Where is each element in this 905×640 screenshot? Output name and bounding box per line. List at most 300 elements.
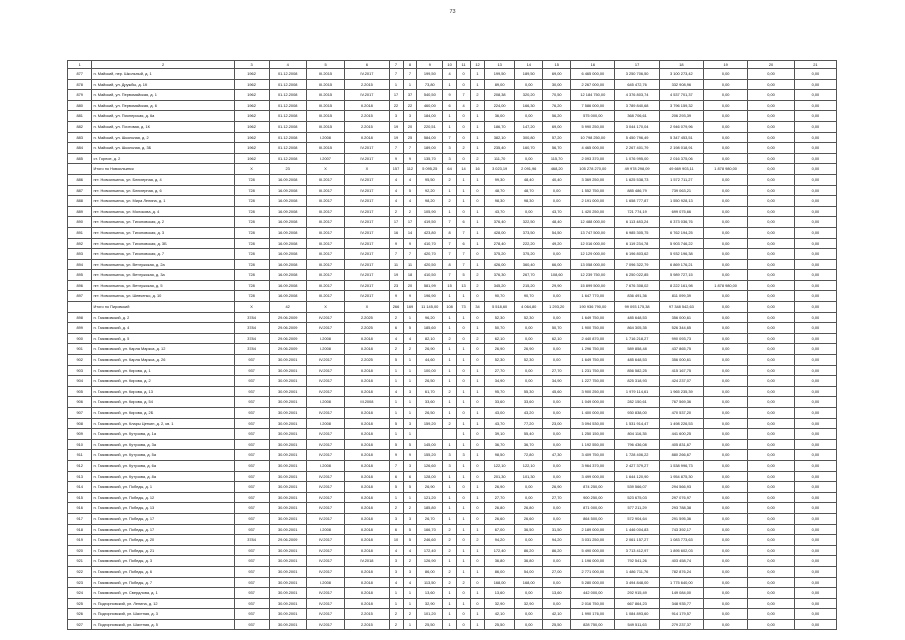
table-cell: 0,00 (703, 460, 747, 471)
table-cell: 1 550 928,13 (659, 196, 703, 207)
table-cell: 112 (403, 164, 417, 175)
table-cell: II.2018 (345, 492, 389, 503)
column-header: 12 (471, 61, 485, 69)
table-cell: 12 016 000,00 (571, 238, 615, 249)
table-cell: 1 (443, 598, 457, 609)
table-cell: 0,00 (748, 545, 795, 556)
table-cell: 1 (471, 206, 485, 217)
table-cell: 523 675,03 (615, 492, 659, 503)
table-cell: 0,00 (748, 376, 795, 387)
table-cell: 0,00 (794, 397, 836, 408)
table-row (68, 249, 837, 260)
table-cell: 1 (443, 121, 457, 132)
table-cell: 2 (471, 535, 485, 546)
column-header: 14 (515, 61, 543, 69)
table-cell: 1 (443, 513, 457, 524)
table-cell: 728 (234, 280, 269, 291)
table-cell: 0,00 (794, 227, 836, 238)
address-cell: пгт. Новоильинск, ул. Блюхерная, д. 4 (92, 174, 234, 185)
table-cell: 4 (389, 577, 403, 588)
table-cell: 589 858,48 (615, 344, 659, 355)
address-cell: пгт. Новоильинск, ул. Тихоновская, д. 7 (92, 249, 234, 260)
table-cell: 1 954 875,30 (659, 471, 703, 482)
address-cell: п. Газимовский, ул. Победы, д. 17 (92, 524, 234, 535)
table-cell: 224,00 (485, 100, 515, 111)
table-cell: 0,00 (703, 132, 747, 143)
table-cell: 73 (457, 302, 471, 313)
table-cell: 267,70 (515, 270, 543, 281)
table-cell: III.2015 (306, 90, 344, 101)
table-cell (443, 429, 457, 440)
table-cell: 864 500,00 (571, 513, 615, 524)
row-number-cell: 902 (68, 355, 92, 366)
table-cell: IV.2017 (306, 408, 344, 419)
table-cell: 1 084 893,60 (615, 609, 659, 620)
table-cell: 5 (403, 535, 417, 546)
table-cell: 1 (443, 439, 457, 450)
table-cell: 2 (443, 535, 457, 546)
table-cell: 3 (389, 513, 403, 524)
table-cell: 0,00 (748, 174, 795, 185)
table-cell: 1 895 602,03 (659, 545, 703, 556)
table-cell: 356 000,61 (659, 312, 703, 323)
table-cell: I.2008 (306, 397, 344, 408)
table-cell: 30.09.2001 (269, 365, 306, 376)
table-cell: 0,00 (794, 206, 836, 217)
table-row (68, 132, 837, 143)
table-cell: 415 167,75 (659, 365, 703, 376)
address-cell: п. Газимовский, ул. Кутузова, д. 6а (92, 460, 234, 471)
table-cell: 1 531 914,47 (615, 418, 659, 429)
column-header: 18 (659, 61, 703, 69)
table-cell: 0 (471, 598, 485, 609)
table-cell: II.2018 (345, 100, 389, 111)
table-cell: 30.09.2001 (269, 556, 306, 567)
table-cell: 0 (457, 492, 471, 503)
address-cell: п. Газимовский, д. 5 (92, 333, 234, 344)
table-cell: 0 (471, 185, 485, 196)
table-cell: 0,00 (794, 312, 836, 323)
table-cell: 29.06.2009 (269, 344, 306, 355)
table-cell: 50,70 (543, 323, 571, 334)
table-cell: 743 392,17 (659, 524, 703, 535)
table-cell: IV.2017 (345, 270, 389, 281)
address-cell: п. Газимовский, д. 4 (92, 323, 234, 334)
table-cell: 2 (443, 386, 457, 397)
table-cell: 5 932 196,38 (659, 249, 703, 260)
table-cell: 1 (443, 492, 457, 503)
table-cell: 29.06.2009 (269, 323, 306, 334)
table-cell: 0,00 (748, 619, 795, 630)
table-cell: 1962 (234, 143, 269, 154)
table-cell: 937 (234, 386, 269, 397)
table-cell: 420,70 (417, 249, 443, 260)
table-cell: 291 595,36 (659, 513, 703, 524)
table-cell: 30.09.2001 (269, 598, 306, 609)
table-cell: 166,70 (417, 524, 443, 535)
table-cell: 1 (457, 344, 471, 355)
table-cell: 9 (403, 153, 417, 164)
table-cell: 914 179,57 (659, 609, 703, 620)
table-cell: 368 706,61 (615, 111, 659, 122)
address-cell: п. Газимовский, ул. Кутузова, д. 5а (92, 450, 234, 461)
table-cell: 99,30 (485, 174, 515, 185)
table-cell: 1 (443, 365, 457, 376)
row-number-cell: 912 (68, 460, 92, 471)
table-row (68, 121, 837, 132)
table-cell: 0,00 (703, 598, 747, 609)
table-cell: 1 (389, 397, 403, 408)
table-cell: 937 (234, 397, 269, 408)
table-cell: 2 (471, 90, 485, 101)
table-cell: 728 (234, 291, 269, 302)
table-cell: 2 (471, 280, 485, 291)
table-cell: 1 (389, 376, 403, 387)
table-row (68, 545, 837, 556)
table-cell: 804 116,35 (615, 429, 659, 440)
table-cell: 937 (234, 429, 269, 440)
table-cell: 246,60 (417, 535, 443, 546)
table-cell: 0,00 (748, 185, 795, 196)
table-cell: II.2018 (345, 429, 389, 440)
table-cell: 937 (234, 460, 269, 471)
table-row (68, 79, 837, 90)
row-number-cell: 890 (68, 217, 92, 228)
table-cell: 86,00 (417, 566, 443, 577)
table-cell: 33,60 (515, 397, 543, 408)
table-cell: 1 878 980,00 (703, 164, 747, 175)
table-cell: 1 (471, 588, 485, 599)
table-cell: 16 (471, 164, 485, 175)
table-cell: 0,00 (748, 206, 795, 217)
table-cell: 1 (443, 111, 457, 122)
table-cell: 34,90 (485, 376, 515, 387)
table-cell: 43,20 (515, 408, 543, 419)
address-cell: п. Газимовский, ул. Свердлова, д. 1 (92, 588, 234, 599)
subtotal-row (68, 302, 837, 313)
table-cell: 937 (234, 513, 269, 524)
table-cell: 0 (457, 535, 471, 546)
table-cell: 293 788,38 (659, 503, 703, 514)
table-cell: 2 (443, 566, 457, 577)
table-cell: 149 084,00 (659, 588, 703, 599)
table-cell: 728 (234, 259, 269, 270)
table-row (68, 206, 837, 217)
table-cell: 25,50 (543, 619, 571, 630)
table-cell: 1 227 750,00 (571, 376, 615, 387)
table-cell: 31,50 (543, 524, 571, 535)
row-number-cell: 892 (68, 238, 92, 249)
table-cell: 4 (403, 196, 417, 207)
table-cell: 0,00 (748, 397, 795, 408)
table-cell: IV.2017 (345, 259, 389, 270)
table-cell: 864 305,35 (615, 323, 659, 334)
table-cell: 5 (403, 185, 417, 196)
table-cell: 2 (471, 270, 485, 281)
row-number-cell: 916 (68, 503, 92, 514)
row-number-cell (68, 302, 92, 313)
table-cell: 0,00 (703, 344, 747, 355)
table-cell: I.2008 (306, 344, 344, 355)
table-cell: 0,00 (543, 429, 571, 440)
table-cell: 0,00 (794, 460, 836, 471)
table-cell: 1 (471, 376, 485, 387)
table-cell: 30.09.2001 (269, 355, 306, 366)
table-cell: 16.09.2008 (269, 270, 306, 281)
table-cell: 100,00 (417, 365, 443, 376)
table-row (68, 460, 837, 471)
table-cell: 0,00 (794, 577, 836, 588)
table-cell: 19 (389, 270, 403, 281)
table-cell: 2.2015 (345, 79, 389, 90)
table-cell: 126,90 (417, 556, 443, 567)
table-cell: 30.09.2001 (269, 588, 306, 599)
table-cell: 426,00 (485, 259, 515, 270)
table-cell: 36,80 (515, 556, 543, 567)
table-cell: 0,00 (703, 492, 747, 503)
table-cell: 0,00 (794, 323, 836, 334)
table-cell: 0,00 (703, 439, 747, 450)
table-cell: 0,00 (794, 196, 836, 207)
table-cell: 1 293,20 (543, 302, 571, 313)
table-cell: 0,00 (794, 355, 836, 366)
table-cell: 30.09.2001 (269, 492, 306, 503)
table-row (68, 471, 837, 482)
table-cell: 0,00 (515, 79, 543, 90)
row-number-cell: 922 (68, 566, 92, 577)
table-cell: 36,70 (515, 439, 543, 450)
column-header: 1 (68, 61, 92, 69)
table-cell: III.2008 (345, 397, 389, 408)
table-cell: 184,00 (417, 111, 443, 122)
table-cell: 30.09.2001 (269, 577, 306, 588)
table-cell: II.2018 (345, 450, 389, 461)
table-cell: 90,70 (485, 291, 515, 302)
table-cell: 3 044 170,04 (615, 121, 659, 132)
table-cell: 25,50 (417, 619, 443, 630)
table-cell: 43,70 (485, 418, 515, 429)
table-cell: 3 494 848,00 (615, 577, 659, 588)
table-cell: 0,00 (748, 439, 795, 450)
table-cell: 52,30 (515, 312, 543, 323)
table-cell: 30.09.2001 (269, 418, 306, 429)
table-cell: 1 (457, 429, 471, 440)
row-number-cell: 906 (68, 397, 92, 408)
table-cell: 0,00 (703, 386, 747, 397)
table-cell: IV.2017 (345, 196, 389, 207)
table-cell: 320,20 (515, 90, 543, 101)
table-cell: 4 064,80 (515, 302, 543, 313)
table-cell: 0,00 (703, 302, 747, 313)
table-cell: 18 (403, 270, 417, 281)
table-cell: 0,00 (748, 333, 795, 344)
table-cell: 201,30 (485, 471, 515, 482)
table-cell: 0,00 (543, 439, 571, 450)
table-cell: 4 (443, 69, 457, 80)
table-row (68, 492, 837, 503)
table-cell: 185,60 (417, 323, 443, 334)
table-cell: 1 (457, 556, 471, 567)
table-cell: 375,20 (515, 249, 543, 260)
subtotal-row (68, 164, 837, 175)
table-cell: 2 (457, 577, 471, 588)
table-cell: IV.2017 (306, 376, 344, 387)
table-cell: 30.09.2001 (269, 609, 306, 620)
table-row (68, 143, 837, 154)
table-cell: 13,60 (485, 588, 515, 599)
table-cell: 26,80 (515, 503, 543, 514)
table-row (68, 344, 837, 355)
table-cell: 62,10 (543, 333, 571, 344)
column-header: 3 (234, 61, 269, 69)
row-number-cell: 915 (68, 492, 92, 503)
table-cell: 0,00 (748, 609, 795, 620)
table-cell: 4 465 000,00 (571, 143, 615, 154)
table-cell: 19 (389, 121, 403, 132)
table-cell: 811 099,39 (659, 291, 703, 302)
table-cell: 0,00 (703, 577, 747, 588)
table-cell: 1 (457, 418, 471, 429)
table-cell: 0,00 (794, 270, 836, 281)
table-cell: Х (234, 164, 269, 175)
address-cell: п. Газимовский, ул. Кирова, д. 54 (92, 397, 234, 408)
table-cell: 0 (471, 439, 485, 450)
table-cell: 1 (471, 143, 485, 154)
table-cell: 215,20 (515, 280, 543, 291)
table-cell: 0,00 (748, 535, 795, 546)
table-cell: 01.12.2008 (269, 100, 306, 111)
row-number-cell: 926 (68, 609, 92, 620)
table-cell: 2 267 401,79 (615, 143, 659, 154)
table-cell: 1 625 538,73 (615, 174, 659, 185)
column-header: 11 (457, 61, 471, 69)
row-number-cell: 914 (68, 482, 92, 493)
table-cell: 23,00 (543, 418, 571, 429)
table-cell: 55,40 (515, 429, 543, 440)
table-cell: II.2018 (345, 386, 389, 397)
table-cell: 937 (234, 609, 269, 620)
table-body (68, 69, 837, 630)
row-number-cell: 925 (68, 598, 92, 609)
table-cell: 1 446 004,83 (615, 524, 659, 535)
table-cell: 1 (403, 429, 417, 440)
table-cell: 0,00 (515, 535, 543, 546)
table-cell: 937 (234, 588, 269, 599)
table-cell: IV.2017 (306, 471, 344, 482)
table-cell: 196,90 (417, 291, 443, 302)
address-cell: п. Газимовский, ул. Кутузова, д. 1а (92, 429, 234, 440)
row-number-cell: 898 (68, 312, 92, 323)
table-cell: 12 239 750,00 (571, 270, 615, 281)
address-cell: п. Газимовский, ул. Победы, д. 3 (92, 556, 234, 567)
address-cell: пгт. Новоильинск, ул. Шевченко, д. 10 (92, 291, 234, 302)
table-cell: 828 750,00 (571, 619, 615, 630)
table-cell: 0,00 (703, 397, 747, 408)
table-cell: 0,00 (748, 280, 795, 291)
table-cell: 29.06.2009 (269, 312, 306, 323)
table-cell: 2 (403, 556, 417, 567)
address-cell: п. Газимовский, ул. Кирова, д. 2 (92, 376, 234, 387)
table-cell: 2 (403, 503, 417, 514)
table-cell: 297 076,97 (659, 492, 703, 503)
table-cell: 0,00 (703, 376, 747, 387)
table-cell: 266 (389, 302, 403, 313)
table-cell: 7 (443, 132, 457, 143)
table-cell: 0,00 (748, 524, 795, 535)
table-cell: III.2015 (306, 121, 344, 132)
table-cell: 1 (457, 460, 471, 471)
address-cell: п. Подгорновский, ул. Ленина, д. 12 (92, 598, 234, 609)
table-cell: 0,00 (703, 111, 747, 122)
column-header: 9 (417, 61, 443, 69)
table-cell: IV.2017 (306, 482, 344, 493)
table-cell: 16.09.2008 (269, 196, 306, 207)
table-cell: 111,70 (485, 153, 515, 164)
table-cell: 1 (389, 429, 403, 440)
table-cell: III.2015 (306, 143, 344, 154)
table-cell: 0,00 (748, 598, 795, 609)
table-cell: 0,00 (703, 588, 747, 599)
table-cell: 1 716 218,27 (615, 333, 659, 344)
table-cell: 0,00 (703, 513, 747, 524)
table-cell: 0,00 (703, 545, 747, 556)
table-cell: 885 486,79 (615, 185, 659, 196)
address-cell: п. Майский, ул. Школьная, д. 2 (92, 132, 234, 143)
table-cell: 0,00 (543, 471, 571, 482)
table-cell: 937 (234, 619, 269, 630)
table-cell: 2 267 000,00 (571, 79, 615, 90)
table-cell: 2.2025 (345, 323, 389, 334)
table-cell: 5 903 746,22 (659, 238, 703, 249)
table-cell: 4 537 701,37 (659, 90, 703, 101)
table-cell: 1 (457, 524, 471, 535)
table-cell: 36,80 (485, 556, 515, 567)
table-cell: 2 091,96 (515, 164, 543, 175)
table-cell: 3 094 530,00 (571, 418, 615, 429)
table-cell: 4 376 803,74 (615, 90, 659, 101)
table-cell: 0,00 (515, 323, 543, 334)
table-cell: 0,00 (748, 588, 795, 599)
table-cell: 0,00 (794, 365, 836, 376)
table-cell: 428,00 (485, 227, 515, 238)
table-cell: 0,00 (748, 111, 795, 122)
table-cell: 0,00 (748, 100, 795, 111)
table-cell: 1 (471, 492, 485, 503)
table-cell: 0,00 (748, 153, 795, 164)
table-row (68, 312, 837, 323)
table-cell: 8 222 161,98 (659, 280, 703, 291)
table-cell: 332 908,96 (659, 79, 703, 90)
table-cell: IV.2017 (306, 588, 344, 599)
table-cell: Х (234, 302, 269, 313)
table-cell: 1 (457, 439, 471, 450)
table-cell: 2.2015 (345, 121, 389, 132)
row-number-cell: 887 (68, 185, 92, 196)
table-cell: 1 296 750,00 (571, 344, 615, 355)
table-row (68, 291, 837, 302)
table-cell: III.2017 (306, 238, 344, 249)
table-cell: 7 (457, 259, 471, 270)
table-cell: 0,00 (794, 69, 836, 80)
table-cell: 1 (471, 227, 485, 238)
row-number-cell: 896 (68, 280, 92, 291)
table-cell: 17 (403, 217, 417, 228)
table-cell: 937 (234, 598, 269, 609)
table-cell: 0,00 (703, 153, 747, 164)
table-cell: 1 (457, 312, 471, 323)
table-cell: 0,00 (748, 121, 795, 132)
table-cell: 1 (457, 471, 471, 482)
